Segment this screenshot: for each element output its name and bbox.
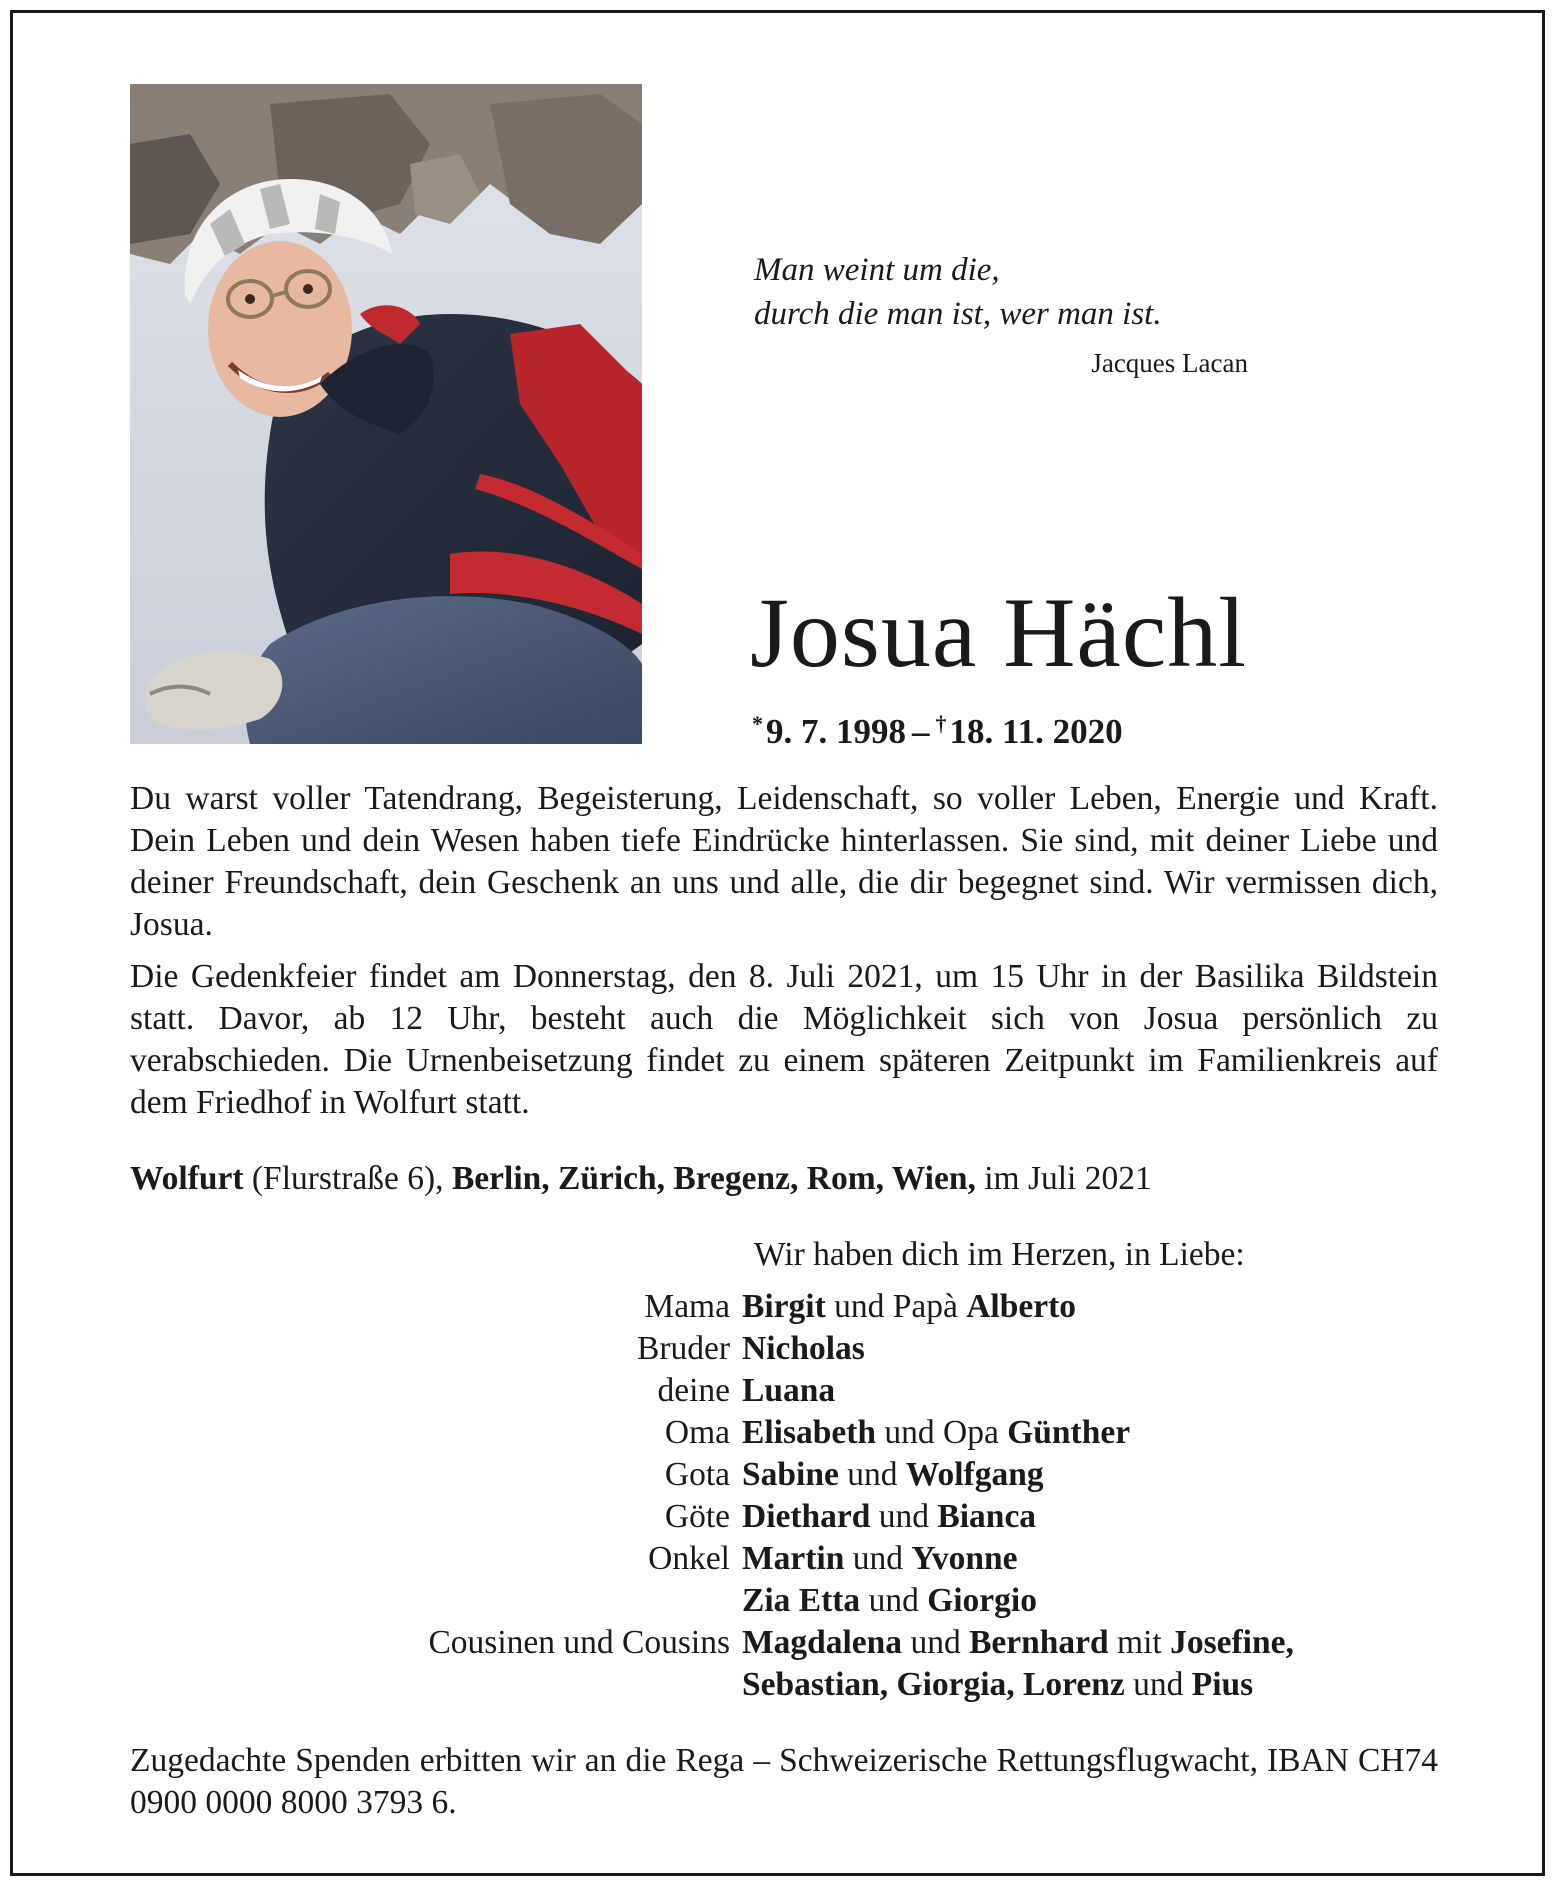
family-row [130,1496,1550,1538]
family-names: Magdalena und Bernhard mit Josefine, [742,1624,1294,1661]
quote-line-1: Man weint um die, [754,252,1000,288]
date-dash: – [912,712,930,751]
family-role: Onkel [648,1540,730,1577]
portrait-photo [130,84,642,744]
life-dates [752,702,1123,754]
home-address: (Flurstraße 6), [243,1160,452,1197]
other-cities: Berlin, Zürich, Bregenz, Rom, Wien, [451,1160,976,1197]
family-role: Bruder [636,1330,730,1367]
deceased-name: Josua Hächl [750,577,1247,688]
family-names: Zia Etta und Giorgio [742,1582,1037,1619]
family-row [130,1580,1550,1622]
family-role: Cousinen und Cousins [428,1624,730,1661]
places-line [130,1158,1438,1200]
family-row [130,1412,1550,1454]
family-names: Luana [742,1372,836,1409]
family-role: Mama [644,1288,730,1325]
family-role: Oma [664,1414,730,1451]
family-intro: Wir haben dich im Herzen, in Liebe: [754,1236,1245,1273]
family-row [130,1328,1550,1370]
death-symbol: † [935,711,947,736]
family-names: Elisabeth und Opa Günther [742,1414,1131,1451]
family-names: Sebastian, Giorgia, Lorenz und Pius [742,1666,1254,1703]
donation-paragraph: Zugedachte Spenden erbitten wir an die Rega – Schweizerische Rettungsflugwacht, IBAN CH74 0900 0000 8000 3793 6. [130,1742,1438,1821]
birth-date: 9. 7. 1998 [766,712,906,751]
family-row [130,1622,1550,1664]
signature-date: im Juli 2021 [975,1160,1152,1197]
family-row [130,1454,1550,1496]
family-names: Martin und Yvonne [742,1540,1018,1577]
quote-author: Jacques Lacan [1091,348,1248,378]
family-list [130,1286,1550,1706]
quote-line-2: durch die man ist, wer man ist. [754,296,1162,332]
birth-symbol: * [752,711,763,736]
family-names: Nicholas [742,1330,865,1367]
family-row [130,1370,1550,1412]
family-names: Birgit und Papà Alberto [742,1288,1077,1325]
death-date: 18. 11. 2020 [949,712,1123,751]
family-names: Sabine und Wolfgang [742,1456,1044,1493]
family-row [130,1538,1550,1580]
family-row [130,1286,1550,1328]
family-role [130,1580,742,1622]
ceremony-paragraph: Die Gedenkfeier findet am Donnerstag, den 8. Juli 2021, um 15 Uhr in der Basilika Bildstein statt. Davor, ab 12 Uhr, besteht auch die Möglichkeit sich von Josua persönlich zu verabschieden. Die Urnenbeisetzung findet zu einem späteren Zeitpunkt im Familienkreis auf dem Friedhof in Wolfurt statt. [130,958,1438,1121]
family-role: deine [657,1372,730,1409]
home-place: Wolfurt [130,1160,244,1197]
family-role [130,1664,742,1706]
family-row [130,1664,1550,1706]
family-role: Göte [664,1498,730,1535]
tribute-paragraph: Du warst voller Tatendrang, Begeisterung, Leidenschaft, so voller Leben, Energie und Kraft. Dein Leben und dein Wesen haben tiefe Eindrücke hinterlassen. Sie sind, mit deiner Liebe und deiner Freundschaft, dein Geschenk an uns und alle, die dir begegnet sind. Wir vermissen dich, Josua. [130,780,1438,943]
family-role: Gota [664,1456,730,1493]
epitaph-quote [754,248,1274,336]
family-names: Diethard und Bianca [742,1498,1037,1535]
